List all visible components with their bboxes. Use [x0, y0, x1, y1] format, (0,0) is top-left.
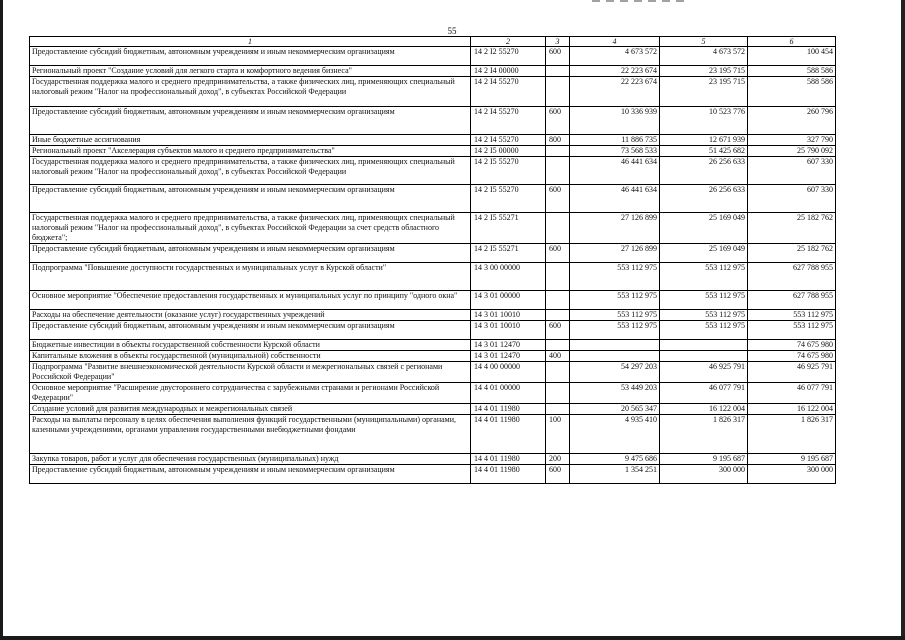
cell-value-col5: 46 925 791: [660, 362, 748, 383]
cell-value-col5: 12 671 939: [660, 135, 748, 146]
cell-value-col4: 553 112 975: [570, 310, 660, 321]
cell-code: 14 2 I4 55270: [471, 135, 546, 146]
cell-value-col4: 553 112 975: [570, 321, 660, 340]
cell-code: 14 3 01 12470: [471, 340, 546, 351]
cell-value-col4: 27 126 899: [570, 213, 660, 244]
cell-name: Основное мероприятие "Расширение двустороннего сотрудничества с зарубежными странами и регионами Российской Федерации": [30, 383, 471, 404]
table-row: [30, 263, 836, 291]
header-col-6: 6: [748, 37, 836, 47]
cell-name: Предоставление субсидий бюджетным, автономным учреждениям и иным некоммерческим организациям: [30, 465, 471, 484]
cell-expense-type: [546, 146, 570, 157]
cell-value-col5: 553 112 975: [660, 291, 748, 310]
cell-name: Предоставление субсидий бюджетным, автономным учреждениям и иным некоммерческим организациям: [30, 107, 471, 135]
cell-value-col6: 100 454: [748, 47, 836, 66]
cell-value-col4: 22 223 674: [570, 77, 660, 107]
cell-value-col4: 73 568 533: [570, 146, 660, 157]
cell-code: 14 3 01 12470: [471, 351, 546, 362]
cell-name: Закупка товаров, работ и услуг для обеспечения государственных (муниципальных) нужд: [30, 454, 471, 465]
table-header-row: [30, 37, 836, 47]
cell-name: Подпрограмма "Развитие внешнеэкономической деятельности Курской области и межрегиональных связей с регионами Российской Федерации": [30, 362, 471, 383]
cell-value-col5: 9 195 687: [660, 454, 748, 465]
cell-value-col4: 10 336 939: [570, 107, 660, 135]
cell-value-col6: 327 790: [748, 135, 836, 146]
cell-name: Капитальные вложения в объекты государственной (муниципальной) собственности: [30, 351, 471, 362]
page-number: 55: [447, 26, 457, 36]
table-row: [30, 291, 836, 310]
cell-value-col4: [570, 340, 660, 351]
cell-value-col4: 4 673 572: [570, 47, 660, 66]
table-row: [30, 454, 836, 465]
cell-code: 14 2 I5 55271: [471, 213, 546, 244]
cell-expense-type: [546, 362, 570, 383]
cell-code: 14 4 00 00000: [471, 362, 546, 383]
cell-expense-type: 600: [546, 185, 570, 213]
table-row: [30, 404, 836, 415]
cell-value-col4: 553 112 975: [570, 291, 660, 310]
cell-value-col5: 553 112 975: [660, 321, 748, 340]
table-row: [30, 107, 836, 135]
cell-name: Региональный проект "Акселерация субъектов малого и среднего предпринимательства": [30, 146, 471, 157]
cell-expense-type: 600: [546, 465, 570, 484]
cell-expense-type: 600: [546, 244, 570, 263]
cell-value-col5: 16 122 004: [660, 404, 748, 415]
header-col-2: 2: [471, 37, 546, 47]
cell-expense-type: [546, 77, 570, 107]
cell-expense-type: 600: [546, 47, 570, 66]
header-col-4: 4: [570, 37, 660, 47]
cell-value-col5: 1 826 317: [660, 415, 748, 454]
cell-value-col5: 4 673 572: [660, 47, 748, 66]
cell-code: 14 2 I5 55270: [471, 157, 546, 185]
cell-expense-type: 100: [546, 415, 570, 454]
cell-name: Государственная поддержка малого и среднего предпринимательства, а также физических лиц, применяющих специальный налоговый режим "Налог на профессиональный доход", в субъектах Российской Федерации: [30, 157, 471, 185]
cell-expense-type: [546, 213, 570, 244]
cell-value-col6: 588 586: [748, 66, 836, 77]
cell-name: Основное мероприятие "Обеспечение предоставления государственных и муниципальных услуг по принципу "одного окна": [30, 291, 471, 310]
scan-edge-left: [0, 0, 3, 640]
cell-value-col6: 74 675 980: [748, 340, 836, 351]
table-row: [30, 321, 836, 340]
cell-value-col4: 1 354 251: [570, 465, 660, 484]
header-col-5: 5: [660, 37, 748, 47]
cell-name: Расходы на обеспечение деятельности (оказание услуг) государственных учреждений: [30, 310, 471, 321]
cell-value-col4: 22 223 674: [570, 66, 660, 77]
cell-code: 14 2 I5 55270: [471, 185, 546, 213]
cell-expense-type: [546, 263, 570, 291]
cell-code: 14 2 I5 00000: [471, 146, 546, 157]
scan-edge-bottom: [0, 636, 905, 640]
scan-top-mark: [592, 0, 688, 2]
cell-expense-type: 600: [546, 321, 570, 340]
cell-value-col6: 1 826 317: [748, 415, 836, 454]
cell-value-col4: 54 297 203: [570, 362, 660, 383]
table-row: [30, 135, 836, 146]
cell-value-col4: 4 935 410: [570, 415, 660, 454]
cell-value-col6: 25 182 762: [748, 213, 836, 244]
cell-value-col6: 588 586: [748, 77, 836, 107]
table-row: [30, 185, 836, 213]
cell-code: 14 3 01 10010: [471, 321, 546, 340]
cell-name: Предоставление субсидий бюджетным, автономным учреждениям и иным некоммерческим организациям: [30, 47, 471, 66]
table-row: [30, 146, 836, 157]
cell-value-col5: 46 077 791: [660, 383, 748, 404]
cell-value-col6: 627 788 955: [748, 263, 836, 291]
cell-value-col4: 53 449 203: [570, 383, 660, 404]
cell-expense-type: [546, 66, 570, 77]
table-row: [30, 383, 836, 404]
cell-code: 14 3 00 00000: [471, 263, 546, 291]
cell-name: Предоставление субсидий бюджетным, автономным учреждениям и иным некоммерческим организациям: [30, 185, 471, 213]
cell-code: 14 4 01 11980: [471, 404, 546, 415]
cell-expense-type: [546, 383, 570, 404]
cell-value-col5: 26 256 633: [660, 157, 748, 185]
cell-expense-type: 400: [546, 351, 570, 362]
cell-value-col5: 25 169 049: [660, 244, 748, 263]
scan-edge-right: [901, 0, 905, 640]
table-row: [30, 157, 836, 185]
table-row: [30, 351, 836, 362]
cell-value-col6: 627 788 955: [748, 291, 836, 310]
table-row: [30, 213, 836, 244]
table-row: [30, 77, 836, 107]
cell-value-col6: 25 182 762: [748, 244, 836, 263]
cell-value-col5: 10 523 776: [660, 107, 748, 135]
cell-value-col4: 553 112 975: [570, 263, 660, 291]
cell-value-col5: 26 256 633: [660, 185, 748, 213]
cell-code: 14 2 I4 55270: [471, 77, 546, 107]
cell-value-col4: 46 441 634: [570, 157, 660, 185]
cell-value-col5: [660, 340, 748, 351]
cell-name: Государственная поддержка малого и среднего предпринимательства, а также физических лиц, применяющих специальный налоговый режим "Налог на профессиональный доход", в субъектах Российской Федерации за счет средств областного бюджета";: [30, 213, 471, 244]
cell-value-col5: 300 000: [660, 465, 748, 484]
cell-value-col6: 16 122 004: [748, 404, 836, 415]
budget-table: [29, 36, 836, 484]
cell-expense-type: [546, 404, 570, 415]
cell-name: Иные бюджетные ассигнования: [30, 135, 471, 146]
cell-value-col6: 553 112 975: [748, 321, 836, 340]
cell-value-col5: 553 112 975: [660, 310, 748, 321]
cell-code: 14 4 01 11980: [471, 415, 546, 454]
cell-name: Предоставление субсидий бюджетным, автономным учреждениям и иным некоммерческим организациям: [30, 321, 471, 340]
cell-value-col4: [570, 351, 660, 362]
cell-value-col6: 74 675 980: [748, 351, 836, 362]
cell-value-col4: 20 565 347: [570, 404, 660, 415]
table-row: [30, 465, 836, 484]
cell-value-col4: 9 475 686: [570, 454, 660, 465]
cell-code: 14 4 01 11980: [471, 465, 546, 484]
cell-code: 14 2 I4 55270: [471, 107, 546, 135]
cell-expense-type: 600: [546, 107, 570, 135]
cell-code: 14 2 I4 00000: [471, 66, 546, 77]
cell-value-col4: 27 126 899: [570, 244, 660, 263]
table-row: [30, 415, 836, 454]
cell-value-col4: 46 441 634: [570, 185, 660, 213]
cell-expense-type: 200: [546, 454, 570, 465]
cell-value-col5: 23 195 715: [660, 77, 748, 107]
cell-code: 14 4 01 00000: [471, 383, 546, 404]
cell-value-col6: 260 796: [748, 107, 836, 135]
cell-name: Региональный проект "Создание условий для легкого старта и комфортного ведения бизнеса": [30, 66, 471, 77]
cell-value-col6: 553 112 975: [748, 310, 836, 321]
cell-expense-type: [546, 291, 570, 310]
cell-value-col4: 11 886 735: [570, 135, 660, 146]
cell-code: 14 2 I5 55271: [471, 244, 546, 263]
cell-value-col6: 46 925 791: [748, 362, 836, 383]
cell-name: Расходы на выплаты персоналу в целях обеспечения выполнения функций государственными (муниципальными) органами, казенными учреждениями, органами управления государственными внебюджетными фондами: [30, 415, 471, 454]
cell-value-col6: 607 330: [748, 157, 836, 185]
cell-code: 14 4 01 11980: [471, 454, 546, 465]
cell-name: Государственная поддержка малого и среднего предпринимательства, а также физических лиц, применяющих специальный налоговый режим "Налог на профессиональный доход", в субъектах Российской Федерации: [30, 77, 471, 107]
cell-value-col5: [660, 351, 748, 362]
table-row: [30, 47, 836, 66]
cell-expense-type: 800: [546, 135, 570, 146]
cell-expense-type: [546, 340, 570, 351]
cell-value-col6: 9 195 687: [748, 454, 836, 465]
cell-name: Подпрограмма "Повышение доступности государственных и муниципальных услуг в Курской области": [30, 263, 471, 291]
cell-value-col6: 25 790 092: [748, 146, 836, 157]
cell-value-col5: 25 169 049: [660, 213, 748, 244]
cell-value-col6: 607 330: [748, 185, 836, 213]
cell-expense-type: [546, 157, 570, 185]
cell-value-col6: 300 000: [748, 465, 836, 484]
cell-name: Бюджетные инвестиции в объекты государственной собственности Курской области: [30, 340, 471, 351]
cell-code: 14 3 01 10010: [471, 310, 546, 321]
cell-value-col5: 51 425 682: [660, 146, 748, 157]
cell-name: Создание условий для развития международных и межрегиональных связей: [30, 404, 471, 415]
cell-value-col5: 23 195 715: [660, 66, 748, 77]
cell-code: 14 3 01 00000: [471, 291, 546, 310]
cell-value-col6: 46 077 791: [748, 383, 836, 404]
cell-name: Предоставление субсидий бюджетным, автономным учреждениям и иным некоммерческим организациям: [30, 244, 471, 263]
cell-code: 14 2 I2 55270: [471, 47, 546, 66]
table-row: [30, 66, 836, 77]
cell-value-col5: 553 112 975: [660, 263, 748, 291]
table-row: [30, 362, 836, 383]
header-col-1: 1: [30, 37, 471, 47]
table-row: [30, 310, 836, 321]
cell-expense-type: [546, 310, 570, 321]
table-row: [30, 340, 836, 351]
table-row: [30, 244, 836, 263]
header-col-3: 3: [546, 37, 570, 47]
